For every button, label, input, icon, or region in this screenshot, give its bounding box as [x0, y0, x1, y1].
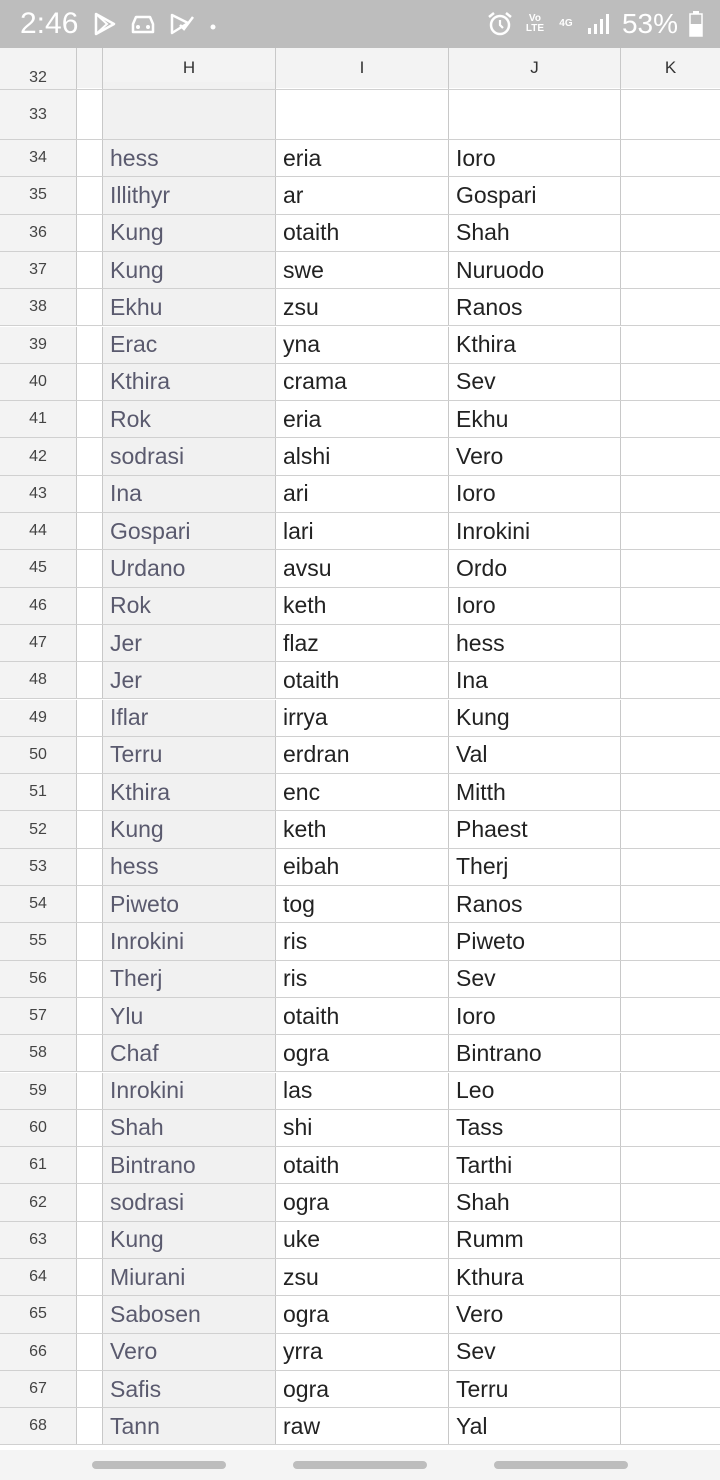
table-row: [0, 1259, 720, 1296]
cell-j[interactable]: Terru: [449, 1371, 621, 1407]
cell-i[interactable]: swe: [276, 252, 449, 288]
cell-g[interactable]: [77, 327, 103, 363]
cell-h[interactable]: hess: [103, 140, 276, 176]
cell-h[interactable]: Erac: [103, 327, 276, 363]
alarm-icon: [486, 10, 514, 38]
row-number[interactable]: 65: [0, 1296, 77, 1332]
row-number[interactable]: 37: [0, 252, 77, 288]
notification-icons: [92, 8, 220, 40]
cell-j[interactable]: Ioro: [449, 998, 621, 1034]
cell-g[interactable]: [77, 1296, 103, 1332]
cell-h[interactable]: Inrokini: [103, 923, 276, 959]
cell-j[interactable]: Sev: [449, 1334, 621, 1370]
cell-g[interactable]: [77, 1371, 103, 1407]
cell-g[interactable]: [77, 177, 103, 213]
cell-k[interactable]: [621, 700, 720, 736]
cell-h[interactable]: Ina: [103, 476, 276, 512]
cell-h[interactable]: Kung: [103, 252, 276, 288]
spreadsheet-grid[interactable]: [0, 68, 720, 1450]
cell-g[interactable]: [77, 1184, 103, 1220]
table-row: [0, 1408, 720, 1445]
cell-h[interactable]: Kung: [103, 811, 276, 847]
table-row: [0, 1296, 720, 1333]
cell-h[interactable]: [103, 82, 276, 89]
row-number[interactable]: 67: [0, 1371, 77, 1407]
cell-j[interactable]: Therj: [449, 849, 621, 885]
row-number[interactable]: 35: [0, 177, 77, 213]
home-button[interactable]: [293, 1461, 427, 1469]
table-row: [0, 811, 720, 848]
cell-i[interactable]: keth: [276, 588, 449, 624]
cell-i[interactable]: crama: [276, 364, 449, 400]
cell-j[interactable]: [449, 90, 621, 139]
cell-g[interactable]: [77, 998, 103, 1034]
cell-h[interactable]: hess: [103, 849, 276, 885]
cell-h[interactable]: Urdano: [103, 550, 276, 586]
cell-k[interactable]: [621, 1184, 720, 1220]
cell-i[interactable]: yna: [276, 327, 449, 363]
cell-j[interactable]: Sev: [449, 961, 621, 997]
cell-g[interactable]: [77, 1035, 103, 1071]
cell-k[interactable]: [621, 1222, 720, 1258]
column-header-j[interactable]: J: [449, 48, 621, 88]
car-icon: [128, 11, 158, 37]
cell-k[interactable]: [621, 849, 720, 885]
table-row: [0, 215, 720, 252]
cell-k[interactable]: [621, 1110, 720, 1146]
cell-h[interactable]: Tann: [103, 1408, 276, 1444]
table-row: [0, 1073, 720, 1110]
table-row: [0, 961, 720, 998]
row-number[interactable]: 43: [0, 476, 77, 512]
volte-icon: Vo LTE: [525, 13, 545, 34]
cell-h[interactable]: Jer: [103, 625, 276, 661]
row-number[interactable]: 39: [0, 327, 77, 363]
row-number[interactable]: 55: [0, 923, 77, 959]
cell-h[interactable]: Chaf: [103, 1035, 276, 1071]
row-number[interactable]: 59: [0, 1073, 77, 1109]
cell-i[interactable]: raw: [276, 1408, 449, 1444]
cell-i[interactable]: uke: [276, 1222, 449, 1258]
cell-j[interactable]: Kthira: [449, 327, 621, 363]
cell-k[interactable]: [621, 961, 720, 997]
cell-j[interactable]: Ordo: [449, 550, 621, 586]
cell-i[interactable]: enc: [276, 774, 449, 810]
cell-k[interactable]: [621, 774, 720, 810]
cell-g[interactable]: [77, 401, 103, 437]
cell-j[interactable]: hess: [449, 625, 621, 661]
cell-k[interactable]: [621, 215, 720, 251]
cell-h[interactable]: Kthira: [103, 774, 276, 810]
cell-j[interactable]: Vero: [449, 438, 621, 474]
cell-j[interactable]: Rumm: [449, 1222, 621, 1258]
cell-i[interactable]: ogra: [276, 1035, 449, 1071]
row-number[interactable]: 47: [0, 625, 77, 661]
cell-i[interactable]: ris: [276, 961, 449, 997]
row-number[interactable]: 34: [0, 140, 77, 176]
cell-g[interactable]: [77, 923, 103, 959]
cell-i[interactable]: flaz: [276, 625, 449, 661]
cell-g[interactable]: [77, 252, 103, 288]
cell-k[interactable]: [621, 177, 720, 213]
cell-h[interactable]: Miurani: [103, 1259, 276, 1295]
cell-g[interactable]: [77, 737, 103, 773]
table-row: [0, 588, 720, 625]
cell-i[interactable]: ris: [276, 923, 449, 959]
row-number[interactable]: 57: [0, 998, 77, 1034]
cell-j[interactable]: Vero: [449, 1296, 621, 1332]
table-row-partial: [0, 68, 720, 90]
cell-k[interactable]: [621, 327, 720, 363]
cell-g[interactable]: [77, 1259, 103, 1295]
cell-i[interactable]: eria: [276, 140, 449, 176]
table-row: [0, 438, 720, 475]
cell-g[interactable]: [77, 1110, 103, 1146]
cell-h[interactable]: Therj: [103, 961, 276, 997]
cell-k[interactable]: [621, 625, 720, 661]
cell-g[interactable]: [77, 550, 103, 586]
table-row: [0, 774, 720, 811]
cell-g[interactable]: [77, 662, 103, 698]
cell-g[interactable]: [77, 774, 103, 810]
row-number[interactable]: 52: [0, 811, 77, 847]
cell-g[interactable]: [77, 82, 103, 89]
battery-icon: [688, 10, 704, 38]
table-row: [0, 1147, 720, 1184]
cell-k[interactable]: [621, 140, 720, 176]
cell-h[interactable]: Bintrano: [103, 1147, 276, 1183]
cell-g[interactable]: [77, 625, 103, 661]
back-button[interactable]: [494, 1461, 628, 1469]
cell-g[interactable]: [77, 438, 103, 474]
cell-g[interactable]: [77, 513, 103, 549]
cell-h[interactable]: Iflar: [103, 700, 276, 736]
table-row: [0, 513, 720, 550]
cell-j[interactable]: Ekhu: [449, 401, 621, 437]
cell-j[interactable]: [449, 82, 621, 89]
cell-k[interactable]: [621, 252, 720, 288]
cell-k[interactable]: [621, 737, 720, 773]
row-number[interactable]: 62: [0, 1184, 77, 1220]
cell-k[interactable]: [621, 90, 720, 139]
cell-k[interactable]: [621, 886, 720, 922]
cell-g[interactable]: [77, 1408, 103, 1444]
column-header-k[interactable]: K: [664, 58, 677, 77]
cell-g[interactable]: [77, 364, 103, 400]
cell-j[interactable]: Ina: [449, 662, 621, 698]
cell-g[interactable]: [77, 1222, 103, 1258]
cell-k[interactable]: [621, 82, 720, 89]
cell-h[interactable]: Safis: [103, 1371, 276, 1407]
cell-i[interactable]: keth: [276, 811, 449, 847]
row-number[interactable]: 63: [0, 1222, 77, 1258]
row-number[interactable]: 49: [0, 700, 77, 736]
cell-g[interactable]: [77, 961, 103, 997]
table-row: [0, 177, 720, 214]
system-icons: [486, 6, 704, 42]
table-row: [0, 662, 720, 699]
cell-k[interactable]: [621, 811, 720, 847]
cell-i[interactable]: shi: [276, 1110, 449, 1146]
row-number[interactable]: 41: [0, 401, 77, 437]
table-row: [0, 700, 720, 737]
cell-h[interactable]: Inrokini: [103, 1073, 276, 1109]
cell-i[interactable]: tog: [276, 886, 449, 922]
cell-k[interactable]: [621, 513, 720, 549]
row-number[interactable]: 36: [0, 215, 77, 251]
row-number[interactable]: 61: [0, 1147, 77, 1183]
cell-j[interactable]: Yal: [449, 1408, 621, 1444]
cell-k[interactable]: [621, 550, 720, 586]
cell-h[interactable]: Rok: [103, 401, 276, 437]
cell-i[interactable]: ogra: [276, 1184, 449, 1220]
cell-g[interactable]: [77, 588, 103, 624]
cell-i[interactable]: otaith: [276, 998, 449, 1034]
cell-k[interactable]: [621, 662, 720, 698]
cell-i[interactable]: otaith: [276, 1147, 449, 1183]
cell-j[interactable]: Tarthi: [449, 1147, 621, 1183]
cell-h[interactable]: Terru: [103, 737, 276, 773]
cell-j[interactable]: Ranos: [449, 886, 621, 922]
cell-k[interactable]: [621, 364, 720, 400]
cell-j[interactable]: Kthura: [449, 1259, 621, 1295]
table-row: [0, 327, 720, 364]
table-row: [0, 737, 720, 774]
cell-i[interactable]: ogra: [276, 1296, 449, 1332]
table-row: [0, 849, 720, 886]
row-number[interactable]: 56: [0, 961, 77, 997]
cell-k[interactable]: [621, 998, 720, 1034]
row-number[interactable]: 32: [0, 82, 77, 89]
cell-i[interactable]: ogra: [276, 1371, 449, 1407]
cell-k[interactable]: [621, 1147, 720, 1183]
row-number[interactable]: 48: [0, 662, 77, 698]
table-row: [0, 1035, 720, 1072]
column-header-i[interactable]: I: [276, 48, 449, 88]
table-row: [0, 886, 720, 923]
cell-h[interactable]: Gospari: [103, 513, 276, 549]
row-number[interactable]: 42: [0, 438, 77, 474]
row-number[interactable]: 50: [0, 737, 77, 773]
cell-j[interactable]: Ioro: [449, 588, 621, 624]
row-number[interactable]: 45: [0, 550, 77, 586]
cell-j[interactable]: Ranos: [449, 289, 621, 325]
table-row: [0, 90, 720, 140]
cell-j[interactable]: Sev: [449, 364, 621, 400]
cell-h[interactable]: Kung: [103, 215, 276, 251]
cell-k[interactable]: [621, 401, 720, 437]
cell-k[interactable]: [621, 1296, 720, 1332]
cell-j[interactable]: Piweto: [449, 923, 621, 959]
row-number[interactable]: 33: [0, 90, 77, 139]
row-number[interactable]: 64: [0, 1259, 77, 1295]
network-4g-icon: 4G: [559, 18, 573, 29]
cell-i[interactable]: zsu: [276, 1259, 449, 1295]
table-row: [0, 550, 720, 587]
cell-h[interactable]: sodrasi: [103, 438, 276, 474]
table-row: [0, 1334, 720, 1371]
cell-g[interactable]: [77, 811, 103, 847]
cell-i[interactable]: yrra: [276, 1334, 449, 1370]
cell-k[interactable]: [621, 1073, 720, 1109]
cell-j[interactable]: Shah: [449, 215, 621, 251]
cell-k[interactable]: [621, 923, 720, 959]
table-row: [0, 252, 720, 289]
cell-j[interactable]: Tass: [449, 1110, 621, 1146]
battery-percent: 53%: [621, 8, 678, 39]
cell-j[interactable]: Mitth: [449, 774, 621, 810]
recents-button[interactable]: [92, 1461, 226, 1469]
cell-i[interactable]: ar: [276, 177, 449, 213]
cell-i[interactable]: lari: [276, 513, 449, 549]
table-row: [0, 1110, 720, 1147]
cell-h[interactable]: Rok: [103, 588, 276, 624]
status-time: 2:46: [20, 7, 79, 40]
cell-h[interactable]: Kung: [103, 1222, 276, 1258]
cell-j[interactable]: Gospari: [449, 177, 621, 213]
cell-i[interactable]: [276, 90, 449, 139]
cell-i[interactable]: erdran: [276, 737, 449, 773]
cell-h[interactable]: [103, 90, 276, 139]
cell-j[interactable]: Leo: [449, 1073, 621, 1109]
cell-i[interactable]: eibah: [276, 849, 449, 885]
column-header-h[interactable]: H: [103, 48, 276, 88]
cell-k[interactable]: [621, 1259, 720, 1295]
cell-g[interactable]: [77, 289, 103, 325]
cell-i[interactable]: avsu: [276, 550, 449, 586]
cell-h[interactable]: Piweto: [103, 886, 276, 922]
table-row: [0, 923, 720, 960]
cell-h[interactable]: Kthira: [103, 364, 276, 400]
table-row: [0, 401, 720, 438]
cell-h[interactable]: sodrasi: [103, 1184, 276, 1220]
cell-k[interactable]: [621, 1371, 720, 1407]
cell-j[interactable]: Ioro: [449, 140, 621, 176]
cell-k[interactable]: [621, 1035, 720, 1071]
cell-g[interactable]: [77, 215, 103, 251]
row-number[interactable]: 40: [0, 364, 77, 400]
row-number[interactable]: 38: [0, 289, 77, 325]
cell-k[interactable]: [621, 438, 720, 474]
row-number[interactable]: 60: [0, 1110, 77, 1146]
cell-j[interactable]: Shah: [449, 1184, 621, 1220]
cell-i[interactable]: las: [276, 1073, 449, 1109]
cell-k[interactable]: [621, 476, 720, 512]
cell-h[interactable]: Ekhu: [103, 289, 276, 325]
navigation-bar: [0, 1450, 720, 1480]
cell-g[interactable]: [77, 1334, 103, 1370]
cell-g[interactable]: [77, 849, 103, 885]
row-number[interactable]: 46: [0, 588, 77, 624]
row-number[interactable]: 58: [0, 1035, 77, 1071]
cell-g[interactable]: [77, 476, 103, 512]
cell-i[interactable]: irrya: [276, 700, 449, 736]
app-icon: [168, 11, 196, 37]
table-row: [0, 289, 720, 326]
cell-j[interactable]: Nuruodo: [449, 252, 621, 288]
cell-h[interactable]: Sabosen: [103, 1296, 276, 1332]
row-number[interactable]: 66: [0, 1334, 77, 1370]
cell-i[interactable]: [276, 82, 449, 89]
cell-j[interactable]: Kung: [449, 700, 621, 736]
cell-j[interactable]: Ioro: [449, 476, 621, 512]
cell-j[interactable]: Val: [449, 737, 621, 773]
cell-k[interactable]: [621, 1334, 720, 1370]
cell-i[interactable]: ari: [276, 476, 449, 512]
table-row: [0, 1222, 720, 1259]
cell-k[interactable]: [621, 588, 720, 624]
table-row: [0, 625, 720, 662]
play-store-icon: [92, 11, 118, 37]
cell-g[interactable]: [77, 90, 103, 139]
cell-i[interactable]: zsu: [276, 289, 449, 325]
table-row: [0, 1184, 720, 1221]
row-number[interactable]: 44: [0, 513, 77, 549]
cell-g[interactable]: [77, 886, 103, 922]
cell-j[interactable]: Inrokini: [449, 513, 621, 549]
table-row: [0, 998, 720, 1035]
table-row: [0, 364, 720, 401]
cell-h[interactable]: Illithyr: [103, 177, 276, 213]
cell-g[interactable]: [77, 140, 103, 176]
row-number[interactable]: 68: [0, 1408, 77, 1444]
cell-i[interactable]: eria: [276, 401, 449, 437]
cell-g[interactable]: [77, 700, 103, 736]
table-row: [0, 476, 720, 513]
cell-h[interactable]: Vero: [103, 1334, 276, 1370]
cell-h[interactable]: Ylu: [103, 998, 276, 1034]
cell-h[interactable]: Shah: [103, 1110, 276, 1146]
cell-k[interactable]: [621, 1408, 720, 1444]
cell-j[interactable]: Bintrano: [449, 1035, 621, 1071]
cell-i[interactable]: otaith: [276, 662, 449, 698]
cell-g[interactable]: [77, 1147, 103, 1183]
signal-icon: [586, 11, 612, 37]
cell-i[interactable]: alshi: [276, 438, 449, 474]
cell-k[interactable]: [621, 289, 720, 325]
table-row: [0, 1371, 720, 1408]
row-number[interactable]: 51: [0, 774, 77, 810]
cell-h[interactable]: Jer: [103, 662, 276, 698]
table-row: [0, 140, 720, 177]
cell-g[interactable]: [77, 1073, 103, 1109]
dot-icon: [206, 11, 220, 37]
cell-j[interactable]: Phaest: [449, 811, 621, 847]
status-bar: [0, 0, 720, 48]
row-number[interactable]: 53: [0, 849, 77, 885]
row-number[interactable]: 54: [0, 886, 77, 922]
cell-i[interactable]: otaith: [276, 215, 449, 251]
